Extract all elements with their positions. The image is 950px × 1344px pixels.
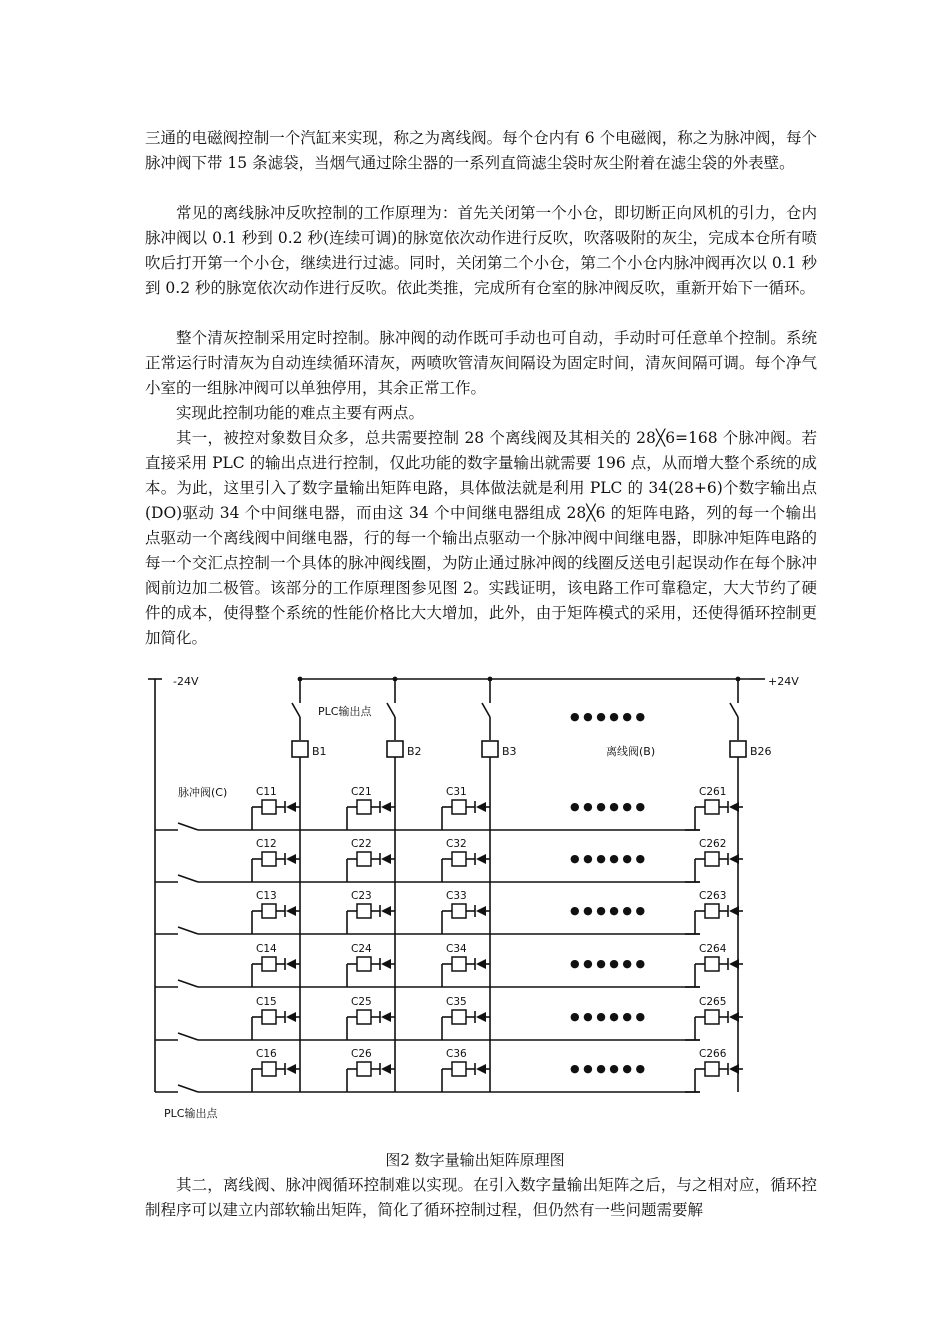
pulse-valve-coil (357, 1062, 371, 1076)
coil-label-c15: C15 (256, 996, 277, 1008)
relay-coil-b26 (730, 741, 746, 757)
diode-symbol (286, 854, 296, 864)
pulse-valve-coil (262, 1062, 276, 1076)
paragraph-4: 实现此控制功能的难点主要有两点。 (176, 404, 425, 422)
diode-symbol (381, 854, 391, 864)
ellipsis-dots-row: ● ● ● ● ● ● (570, 852, 646, 865)
coil-label-c23: C23 (351, 890, 372, 902)
coil-label-c262: C262 (699, 838, 727, 850)
pulse-valve-coil (357, 852, 371, 866)
diode-symbol (729, 906, 739, 916)
plc-switch-blade (292, 703, 300, 717)
positive-voltage-label: +24V (768, 675, 799, 688)
plc-switch-blade (730, 703, 738, 717)
pulse-valve-coil (262, 957, 276, 971)
figure-caption: 图2 数字量输出矩阵原理图 (385, 1151, 565, 1169)
coil-label-c22: C22 (351, 838, 372, 850)
coil-label-c32: C32 (446, 838, 467, 850)
pulse-valve-label: 脉冲阀(C) (178, 786, 228, 799)
plc-output-label-bottom: PLC输出点 (164, 1107, 218, 1120)
coil-label-c21: C21 (351, 786, 372, 798)
relay-label-b1: B1 (312, 745, 327, 758)
ellipsis-dots-row: ● ● ● ● ● ● (570, 1062, 646, 1075)
relay-label-b3: B3 (502, 745, 517, 758)
diode-symbol (729, 802, 739, 812)
diode-symbol (381, 1012, 391, 1022)
row-plc-switch (178, 1033, 198, 1040)
diode-symbol (729, 1012, 739, 1022)
pulse-valve-coil (705, 1010, 719, 1024)
pulse-valve-coil (452, 800, 466, 814)
pulse-valve-coil (262, 1010, 276, 1024)
paragraph-6: 其二，离线阀、脉冲阀循环控制难以实现。在引入数字量输出矩阵之后，与之相对应，循环控制程序可以建立内部软输出矩阵，简化了循环控制过程，但仍然有一些问题需要解 (145, 1176, 817, 1219)
offline-valve-label: 离线阀(B) (606, 745, 656, 758)
ellipsis-dots-row: ● ● ● ● ● ● (570, 800, 646, 813)
diode-symbol (729, 959, 739, 969)
diode-symbol (286, 1012, 296, 1022)
coil-label-c266: C266 (699, 1048, 727, 1060)
row-plc-switch (178, 1085, 198, 1092)
pulse-valve-coil (357, 904, 371, 918)
diode-symbol (476, 854, 486, 864)
pulse-valve-coil (452, 957, 466, 971)
relay-label-b26: B26 (750, 745, 772, 758)
paragraph-1: 三通的电磁阀控制一个汽缸来实现，称之为离线阀。每个仓内有 6 个电磁阀，称之为脉冲阀，每个脉冲阀下带 15 条滤袋，当烟气通过除尘器的一系列直筒滤尘袋时灰尘附着在滤尘袋的外表壁。 (145, 129, 817, 172)
row-plc-switch (178, 875, 198, 882)
diode-symbol (476, 1064, 486, 1074)
ellipsis-dots-top: ● ● ● ● ● ● (570, 710, 646, 723)
pulse-valve-coil (262, 904, 276, 918)
coil-label-c31: C31 (446, 786, 467, 798)
relay-coil-b1 (292, 741, 308, 757)
pulse-valve-coil (357, 957, 371, 971)
coil-label-c11: C11 (256, 786, 277, 798)
coil-label-c264: C264 (699, 943, 727, 955)
coil-label-c36: C36 (446, 1048, 467, 1060)
pulse-valve-coil (452, 1062, 466, 1076)
diode-symbol (381, 906, 391, 916)
matrix-circuit-figure (140, 665, 820, 1125)
relay-coil-b2 (387, 741, 403, 757)
coil-label-c16: C16 (256, 1048, 277, 1060)
diode-symbol (729, 854, 739, 864)
pulse-valve-coil (357, 1010, 371, 1024)
coil-label-c261: C261 (699, 786, 727, 798)
coil-label-c26: C26 (351, 1048, 372, 1060)
diode-symbol (729, 1064, 739, 1074)
row-plc-switch (178, 980, 198, 987)
pulse-valve-coil (452, 852, 466, 866)
row-plc-switch (178, 823, 198, 830)
pulse-valve-coil (705, 1062, 719, 1076)
pulse-valve-coil (705, 852, 719, 866)
relay-label-b2: B2 (407, 745, 422, 758)
pulse-valve-coil (452, 904, 466, 918)
paragraph-3: 整个清灰控制采用定时控制。脉冲阀的动作既可手动也可自动，手动时可任意单个控制。系统正常运行时清灰为自动连续循环清灰，两喷吹管清灰间隔设为固定时间，清灰间隔可调。每个净气小室的一组脉冲阀可以单独停用，其余正常工作。 (145, 329, 817, 397)
pulse-valve-coil (705, 800, 719, 814)
diode-symbol (381, 802, 391, 812)
pulse-valve-coil (357, 800, 371, 814)
coil-label-c34: C34 (446, 943, 467, 955)
relay-coil-b3 (482, 741, 498, 757)
diode-symbol (381, 1064, 391, 1074)
ellipsis-dots-row: ● ● ● ● ● ● (570, 957, 646, 970)
pulse-valve-coil (262, 852, 276, 866)
diode-symbol (476, 1012, 486, 1022)
pulse-valve-coil (262, 800, 276, 814)
paragraph-2: 常见的离线脉冲反吹控制的工作原理为：首先关闭第一个小仓，即切断正向风机的引力，仓内脉冲阀以 0.1 秒到 0.2 秒(连续可调)的脉宽依次动作进行反吹，吹落吸附的灰尘，完成本仓所有喷吹后打开第一个小仓，继续进行过滤。同时，关闭第二个小仓，第二个小仓内脉冲阀再次以 0.1 秒到 0.2 秒的脉宽依次动作进行反吹。依此类推，完成所有仓室的脉冲阀反吹，重新开始下一循环。 (145, 204, 817, 297)
diode-symbol (286, 802, 296, 812)
diode-symbol (286, 1064, 296, 1074)
diode-symbol (476, 959, 486, 969)
coil-label-c25: C25 (351, 996, 372, 1008)
diode-symbol (476, 906, 486, 916)
coil-label-c265: C265 (699, 996, 727, 1008)
plc-output-label-top: PLC输出点 (318, 705, 372, 718)
diode-symbol (476, 802, 486, 812)
circuit-diagram (140, 665, 820, 1125)
ellipsis-dots-row: ● ● ● ● ● ● (570, 904, 646, 917)
coil-label-c14: C14 (256, 943, 277, 955)
coil-label-c263: C263 (699, 890, 727, 902)
pulse-valve-coil (452, 1010, 466, 1024)
coil-label-c12: C12 (256, 838, 277, 850)
diode-symbol (286, 906, 296, 916)
plc-switch-blade (387, 703, 395, 717)
negative-voltage-label: -24V (173, 675, 199, 688)
coil-label-c33: C33 (446, 890, 467, 902)
diode-symbol (381, 959, 391, 969)
coil-label-c24: C24 (351, 943, 372, 955)
paragraph-5: 其一，被控对象数目众多，总共需要控制 28 个离线阀及其相关的 28╳6=168 个脉冲阀。若直接采用 PLC 的输出点进行控制，仅此功能的数字量输出就需要 196 点，从而增大整个系统的成本。为此，这里引入了数字量输出矩阵电路，具体做法就是利用 PLC 的 34(28+6)个数字输出点(DO)驱动 34 个中间继电器，而由这 34 个中间继电器组成 28╳6 的矩阵电路，列的每一个输出点驱动一个离线阀中间继电器，行的每一个输出点驱动一个脉冲阀中间继电器，即脉冲矩阵电路的每一个交汇点控制一个具体的脉冲阀线圈，为防止通过脉冲阀的线圈反送电引起误动作在每个脉冲阀前边加二极管。该部分的工作原理图参见图 2。实践证明，该电路工作可靠稳定，大大节约了硬件的成本，使得整个系统的性能价格比大大增加，此外，由于矩阵模式的采用，还使得循环控制更加简化。 (145, 429, 817, 647)
pulse-valve-coil (705, 957, 719, 971)
ellipsis-dots-row: ● ● ● ● ● ● (570, 1010, 646, 1023)
diode-symbol (286, 959, 296, 969)
pulse-valve-coil (705, 904, 719, 918)
plc-switch-blade (482, 703, 490, 717)
coil-label-c35: C35 (446, 996, 467, 1008)
row-plc-switch (178, 927, 198, 934)
coil-label-c13: C13 (256, 890, 277, 902)
